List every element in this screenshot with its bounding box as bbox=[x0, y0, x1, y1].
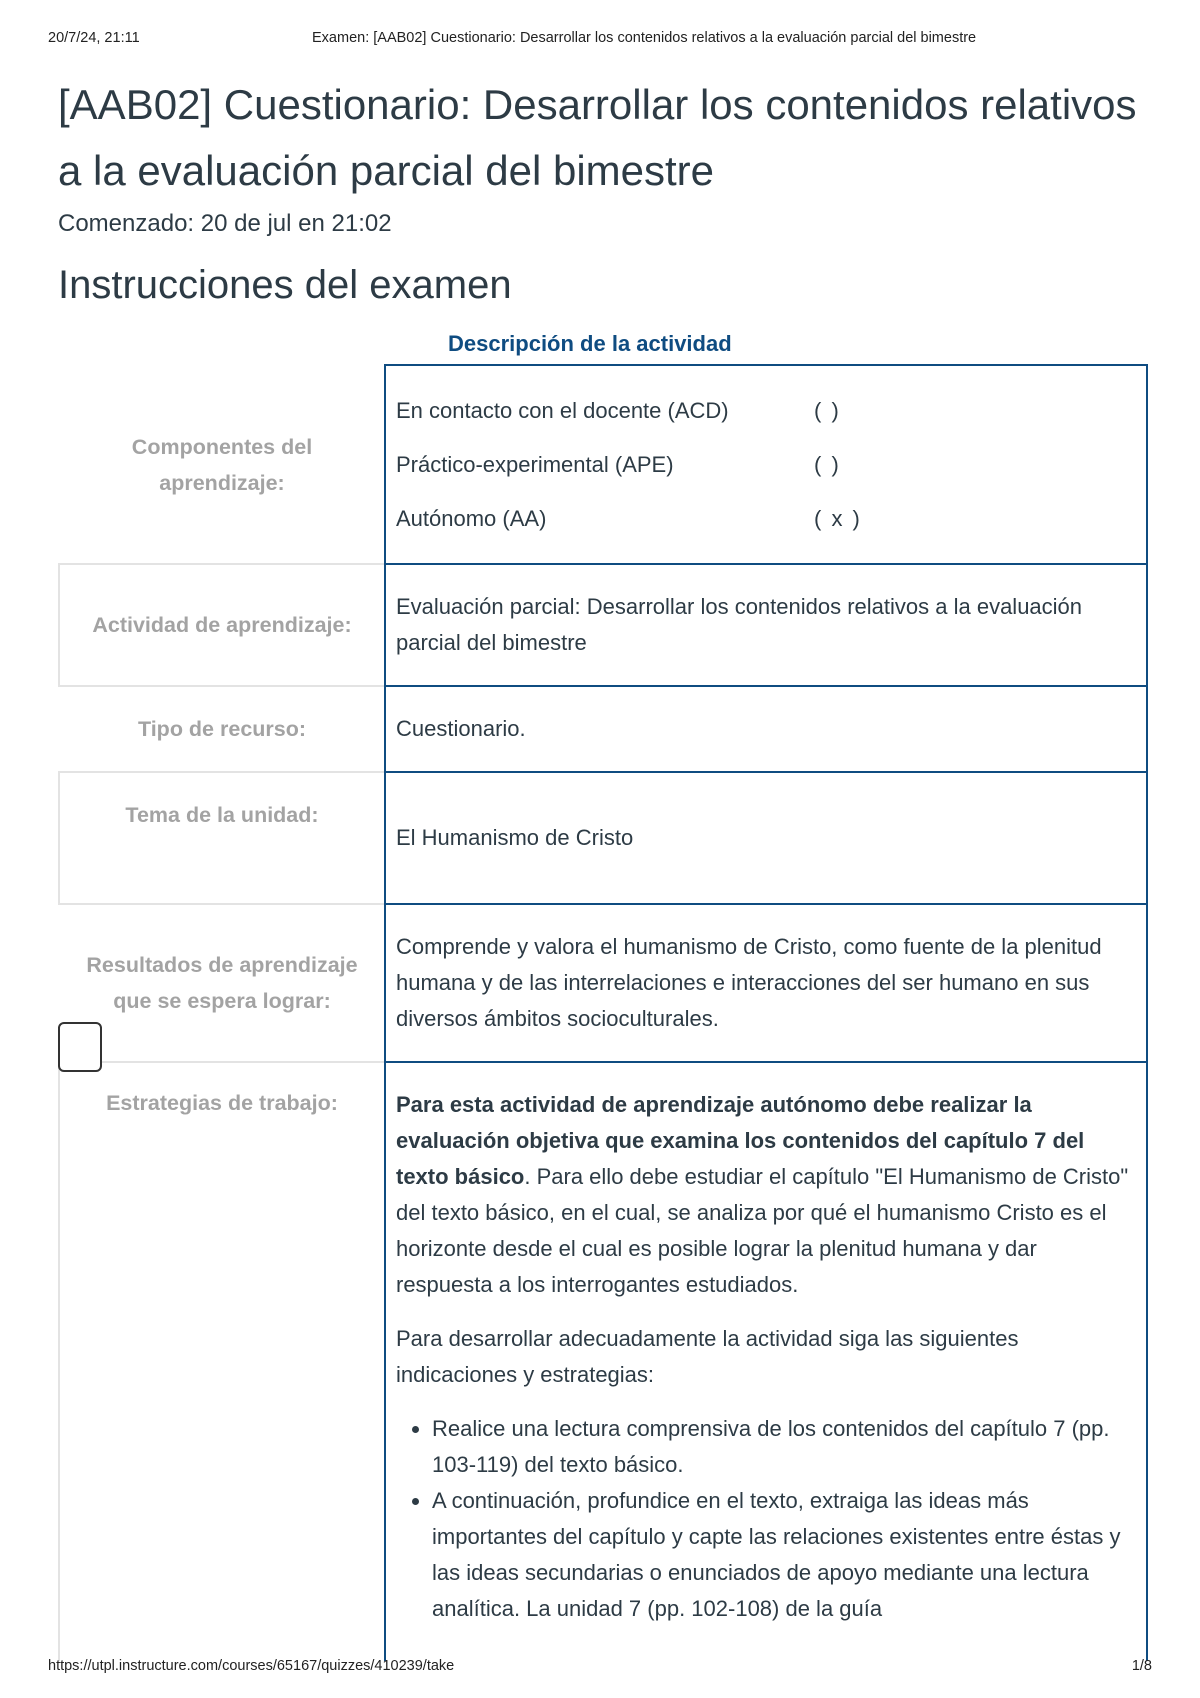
label-componentes-text: Componentes del aprendizaje: bbox=[131, 435, 313, 495]
label-actividad bbox=[58, 563, 386, 687]
print-datetime: 20/7/24, 21:11 bbox=[48, 30, 140, 46]
label-estrategias bbox=[58, 1061, 386, 1661]
value-estrategias bbox=[384, 1061, 1148, 1661]
label-tema-text: Tema de la unidad: bbox=[125, 803, 319, 827]
estrategias-intro-rest: . Para ello debe estudiar el capítulo "El Humanismo de Cristo" del texto básico, en el cual, se analiza por qué el humanismo Cristo es el horizonte desde el cual es posible lograr la plenitud humana y dar respuesta a los interrogantes estudiados. bbox=[396, 1164, 1129, 1297]
print-page-number: 1/8 bbox=[1131, 1658, 1152, 1674]
component-name: Autónomo (AA) bbox=[396, 506, 547, 531]
component-name: Práctico-experimental (APE) bbox=[396, 452, 674, 477]
value-tipo bbox=[384, 685, 1148, 773]
print-header bbox=[48, 30, 1152, 50]
estrategias-intro bbox=[396, 1087, 1134, 1303]
estrategias-bullet: • Realice una lectura comprensiva de los contenidos del capítulo 7 (pp. 103-119) del texto básico. bbox=[432, 1411, 1134, 1483]
component-mark: ( ) bbox=[814, 398, 841, 423]
value-tema bbox=[384, 771, 1148, 905]
component-mark: ( x ) bbox=[814, 506, 862, 531]
value-componentes bbox=[384, 364, 1148, 565]
label-resultados-text: Resultados de aprendizaje que se espera lograr: bbox=[86, 953, 358, 1013]
estrategias-list bbox=[396, 1411, 1134, 1627]
estrategias-intro-bold: Para esta actividad de aprendizaje autónomo debe realizar la evaluación objetiva que examina los contenidos del capítulo 7 del texto básico bbox=[396, 1092, 1085, 1189]
label-componentes bbox=[58, 365, 386, 565]
actividad-text: Evaluación parcial: Desarrollar los contenidos relativos a la evaluación parcial del bimestre bbox=[396, 594, 1083, 655]
instructions-heading: Instrucciones del examen bbox=[58, 263, 512, 307]
component-mark: ( ) bbox=[814, 452, 841, 477]
label-tipo-text: Tipo de recurso: bbox=[137, 717, 307, 741]
flag-question-checkbox[interactable] bbox=[58, 1022, 102, 1072]
label-tipo bbox=[58, 685, 386, 773]
resultados-text: Comprende y valora el humanismo de Cristo, como fuente de la plenitud humana y de las interrelaciones e interacciones del ser humano en sus diversos ámbitos socioculturales. bbox=[396, 934, 1102, 1031]
estrategias-bullet: • A continuación, profundice en el texto, extraiga las ideas más importantes del capítulo y capte las relaciones existentes entre éstas y las ideas secundarias o enunciados de apoyo mediante una lectura analítica. La unidad 7 (pp. 102-108) de la guía bbox=[432, 1483, 1134, 1627]
value-actividad bbox=[384, 563, 1148, 687]
label-tema bbox=[58, 771, 386, 905]
component-item bbox=[396, 492, 1134, 546]
label-resultados bbox=[58, 903, 386, 1063]
activity-description-heading: Descripción de la actividad bbox=[448, 331, 732, 356]
estrategias-para2: Para desarrollar adecuadamente la actividad siga las siguientes indicaciones y estrategias: bbox=[396, 1326, 1019, 1387]
component-item bbox=[396, 384, 1134, 438]
value-resultados bbox=[384, 903, 1148, 1063]
quiz-title: [AAB02] Cuestionario: Desarrollar los contenidos relativos a la evaluación parcial del bimestre bbox=[58, 81, 1137, 194]
tipo-text: Cuestionario. bbox=[396, 716, 526, 741]
print-footer bbox=[48, 1658, 1152, 1678]
print-doc-title: Examen: [AAB02] Cuestionario: Desarrollar los contenidos relativos a la evaluación parcial del bimestre bbox=[312, 30, 977, 46]
component-item bbox=[396, 438, 1134, 492]
label-actividad-text: Actividad de aprendizaje: bbox=[92, 613, 352, 637]
tema-text: El Humanismo de Cristo bbox=[396, 825, 634, 850]
component-name: En contacto con el docente (ACD) bbox=[396, 398, 729, 423]
label-estrategias-text: Estrategias de trabajo: bbox=[106, 1091, 338, 1115]
quiz-started-time: Comenzado: 20 de jul en 21:02 bbox=[58, 210, 392, 237]
print-url: https://utpl.instructure.com/courses/65167/quizzes/410239/take bbox=[48, 1658, 455, 1674]
